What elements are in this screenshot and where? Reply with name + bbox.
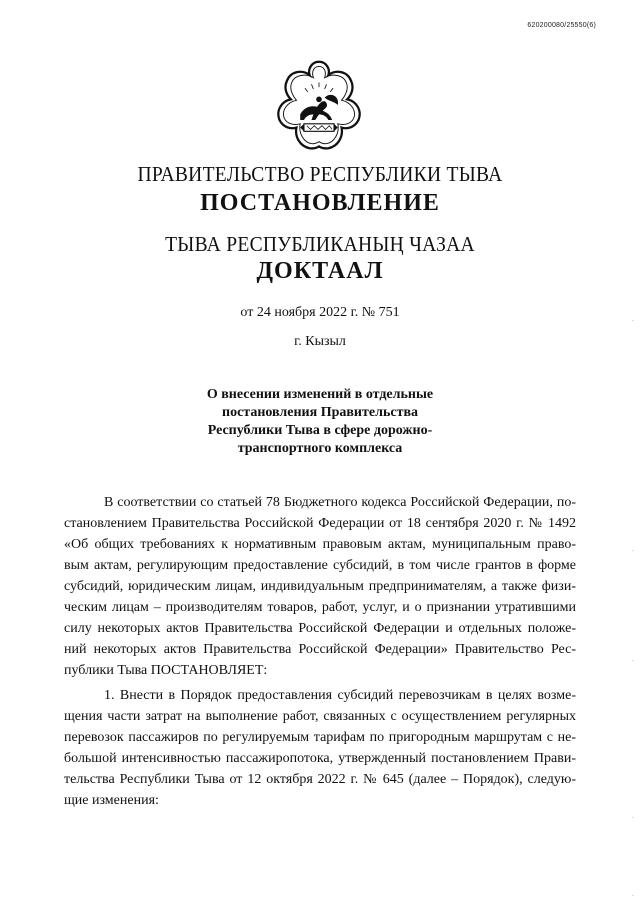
paragraph-line: субсидий, юридическим лицам, индивидуальным предпринимателям, а также физи- bbox=[64, 579, 576, 594]
subject-line: Республики Тыва в сфере дорожно- bbox=[207, 423, 433, 438]
subject-line: постановления Правительства bbox=[222, 405, 418, 420]
decree-title-ru: ПОСТАНОВЛЕНИЕ bbox=[200, 190, 440, 216]
item-one-paragraph bbox=[64, 685, 576, 811]
government-title-ru: ПРАВИТЕЛЬСТВО РЕСПУБЛИКИ ТЫВА bbox=[137, 162, 503, 186]
government-title-tyv: ТЫВА РЕСПУБЛИКАНЫҢ ЧАЗАА bbox=[165, 232, 475, 256]
paragraph-line: «Об общих требованиях к нормативным правовым актам, муниципальным право- bbox=[64, 537, 576, 552]
scan-edge-mark: · bbox=[632, 548, 634, 555]
paragraph-line: 1. Внести в Порядок предоставления субсидий перевозчикам в целях возме- bbox=[104, 688, 576, 703]
decree-date-number: от 24 ноября 2022 г. № 751 bbox=[240, 305, 400, 320]
scan-edge-mark: · bbox=[632, 815, 634, 822]
paragraph-line: щения части затрат на выполнение работ, связанных с осуществлением регулярных bbox=[64, 709, 576, 724]
scan-edge-mark: · bbox=[632, 658, 634, 665]
decree-city: г. Кызыл bbox=[294, 334, 346, 349]
document-code: 620200080/25550(6) bbox=[527, 22, 596, 29]
paragraph-line: ний некоторых актов Правительства Российской Федерации» Правительство Рес- bbox=[64, 642, 576, 657]
scan-edge-mark: · bbox=[632, 318, 634, 325]
paragraph-line: большой интенсивностью пассажиропотока, утвержденный постановлением Прави- bbox=[64, 751, 576, 766]
subject-line: транспортного комплекса bbox=[237, 441, 403, 456]
preamble-paragraph bbox=[64, 492, 576, 681]
paragraph-line: вым актам, регулирующим предоставление субсидий, в том числе грантов в форме bbox=[64, 558, 576, 573]
paragraph-line: тельства Республики Тыва от 12 октября 2022 г. № 645 (далее – Порядок), следую- bbox=[64, 772, 576, 787]
paragraph-line: силу некоторых актов Правительства Российской Федерации и отдельных положе- bbox=[64, 621, 576, 636]
paragraph-line: становлением Правительства Российской Федерации от 18 сентября 2020 г. № 1492 bbox=[64, 516, 576, 531]
tuva-coat-of-arms-icon bbox=[272, 58, 366, 152]
paragraph-line: публики Тыва ПОСТАНОВЛЯЕТ: bbox=[64, 663, 268, 678]
decree-subject bbox=[0, 386, 640, 458]
subject-line: О внесении изменений в отдельные bbox=[206, 387, 434, 402]
paragraph-line: В соответствии со статьей 78 Бюджетного кодекса Российской Федерации, по- bbox=[104, 495, 576, 510]
paragraph-line: ческим лицам – производителям товаров, работ, услуг, и о признании утратившими bbox=[64, 600, 576, 615]
paragraph-line: перевозок пассажиров по регулируемым тарифам по пригородным маршрутам с не- bbox=[64, 730, 576, 745]
paragraph-line: щие изменения: bbox=[64, 793, 159, 808]
scan-edge-mark: · bbox=[632, 893, 634, 900]
decree-title-tyv: ДОКТААЛ bbox=[256, 258, 384, 284]
